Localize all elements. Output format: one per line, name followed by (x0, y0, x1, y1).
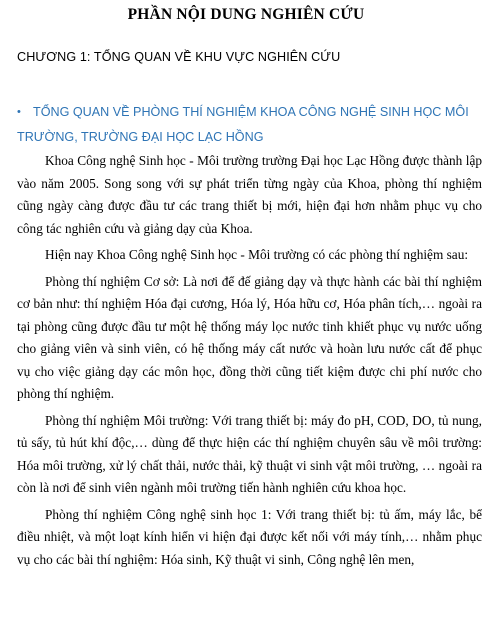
chapter-heading: CHƯƠNG 1: TỔNG QUAN VỀ KHU VỰC NGHIÊN CỨU (17, 50, 341, 64)
paragraph-biotech-lab: Phòng thí nghiệm Công nghệ sinh học 1: Với trang thiết bị: tủ ấm, máy lắc, bể điều nhiệt, và một loạt kính hiển vi hiện đại được kết nối với máy tính,… nhằm phục vụ cho các bài thí nghiệm: Hóa sinh, Kỹ thuật vi sinh, Công nghệ lên men, (17, 506, 482, 567)
paragraph-basic-lab: Phòng thí nghiệm Cơ sở: Là nơi để đế giảng dạy và thực hành các bài thí nghiệm cơ bản như: thí nghiệm Hóa đại cương, Hóa lý, Hóa hữu cơ, Hóa phân tích,… ngoài ra tại phòng cũng được đầu tư một hệ thống máy lọc nước tinh khiết phục vụ nước uống cho giảng viên và sinh viên, có hệ thống máy cất nước và hoàn lưu nước cất để phục vụ cho việc giảng dạy các môn học, đồng thời cũng tiết kiệm được chi phí nước cho phòng thí nghiệm. (17, 273, 482, 401)
paragraph-lab-list: Hiện nay Khoa Công nghệ Sinh học - Môi trường có các phòng thí nghiệm sau: (45, 247, 469, 262)
paragraph-environment-lab: Phòng thí nghiệm Môi trường: Với trang thiết bị: máy đo pH, COD, DO, tủ nung, tủ sấy, tủ hút khí độc,… dùng để thực hiện các thí nghiệm chuyên sâu về môi trường: Hóa môi trường, xử lý chất thải, nước thải, kỹ thuật vi sinh vật môi trường, … ngoài ra còn là nơi để sinh viên ngành môi trường tiến hành nghiên cứu khoa học. (17, 412, 482, 495)
section-heading-text1: TỔNG QUAN VỀ PHÒNG THÍ NGHIỆM KHOA CÔNG NGHỆ SINH HỌC MÔI (33, 105, 469, 119)
section-heading-line1 (17, 100, 487, 125)
section-heading-line2: TRƯỜNG, TRƯỜNG ĐẠI HỌC LẠC HỒNG (17, 130, 264, 144)
paragraph-intro: Khoa Công nghệ Sinh học - Môi trường trường Đại học Lạc Hồng được thành lập vào năm 2005. Song song với sự phát triển từng ngày của Khoa, phòng thí nghiệm cũng ngày càng được đầu tư các trang thiết bị mới, hiện đại hơn nhằm phục vụ cho công tác nghiên cứu và giảng dạy của Khoa. (17, 153, 482, 236)
section-heading (17, 100, 487, 150)
page-title: PHẦN NỘI DUNG NGHIÊN CỨU (127, 6, 365, 23)
body-text (17, 150, 482, 575)
bullet-icon: • (17, 106, 21, 118)
